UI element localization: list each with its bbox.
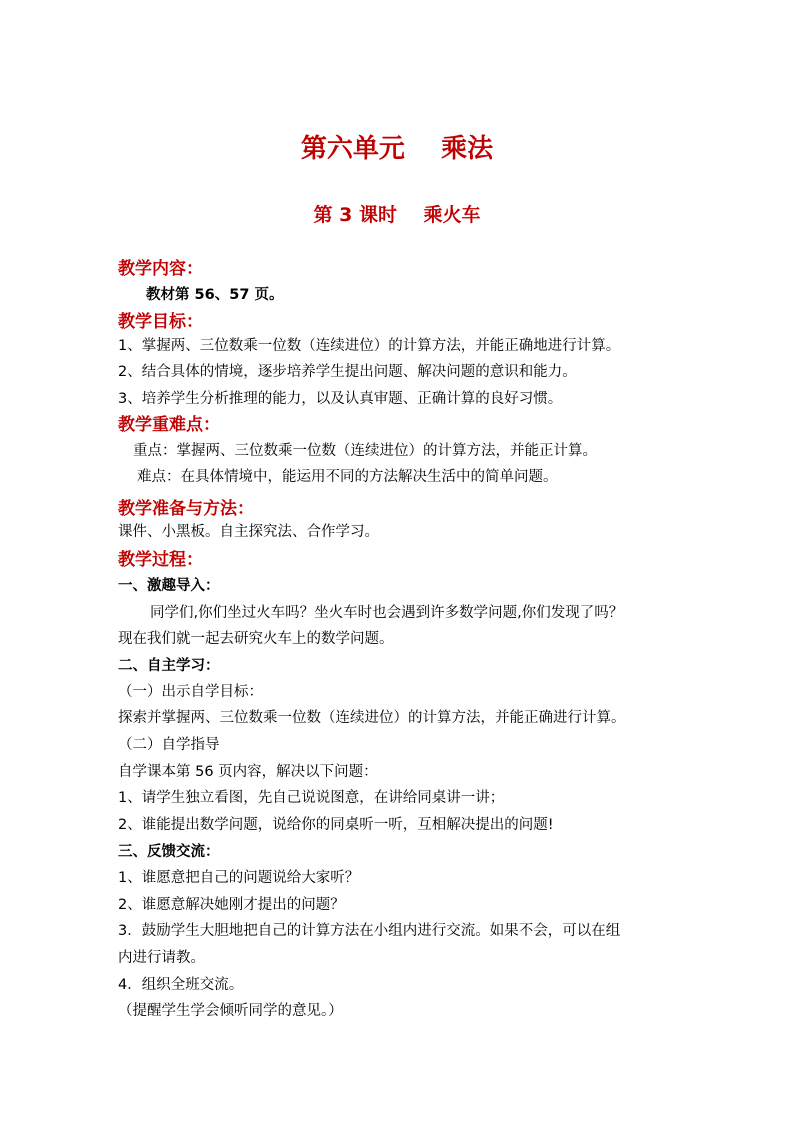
step1-text: 同学们,你们坐过火车吗？坐火车时也会遇到许多数学问题,你们发现了吗？ [150,605,624,621]
content-text: 教材第 56、57 页。 [146,287,284,303]
step2-item: 1、请学生独立看图，先自己说说图意，在讲给同桌讲一讲； [118,790,505,806]
difficulty-text: 难点：在具体情境中，能运用不同的方法解决生活中的简单问题。 [137,469,558,485]
content-heading: 教学内容： [118,259,203,279]
goal-item: 2、结合具体的情境，逐步培养学生提出问题、解决问题的意识和能力。 [118,364,577,380]
step2-sub2-text: 自学课本第 56 页内容，解决以下问题： [118,764,378,780]
keypoints-heading: 教学重难点： [118,415,220,435]
goal-item: 1、掌握两、三位数乘一位数（连续进位）的计算方法，并能正确地进行计算。 [118,338,621,354]
step3-item: 4．组织全班交流。 [118,977,244,993]
step1-title: 一、激趣导入： [118,578,220,594]
step2-title: 二、自主学习： [118,658,220,674]
keypoint-text: 重点：掌握两、三位数乘一位数（连续进位）的计算方法，并能正计算。 [133,443,597,459]
process-heading: 教学过程： [118,550,203,570]
step3-title: 三、反馈交流： [118,844,220,860]
step2-subheading: （一）出示自学目标： [118,684,263,700]
step3-item: 3．鼓励学生大胆地把自己的计算方法在小组内进行交流。如果不会，可以在组 [118,923,621,939]
step3-item: 1、谁愿意把自己的问题说给大家听？ [118,870,360,886]
lesson-title: 第 3 课时 乘火车 [313,204,481,226]
step3-item: 内进行请教。 [118,950,205,966]
step2-subheading: （二）自学指导 [118,737,220,753]
goals-heading: 教学目标： [118,312,203,332]
prep-heading: 教学准备与方法： [118,499,254,519]
goal-item: 3、培养学生分析推理的能力，以及认真审题、正确计算的良好习惯。 [118,391,563,407]
step2-item: 2、谁能提出数学问题，说给你的同桌听一听，互相解决提出的问题! [118,817,554,833]
step3-item: （提醒学生学会倾听同学的意见。） [118,1003,343,1019]
step1-text: 现在我们就一起去研究火车上的数学问题。 [118,631,394,647]
step3-item: 2、谁愿意解决她刚才提出的问题？ [118,897,345,913]
prep-text: 课件、小黑板。自主探究法、合作学习。 [118,524,379,540]
unit-title: 第六单元 乘法 [300,134,494,164]
step2-sub1-text: 探索并掌握两、三位数乘一位数（连续进位）的计算方法，并能正确进行计算。 [118,710,626,726]
